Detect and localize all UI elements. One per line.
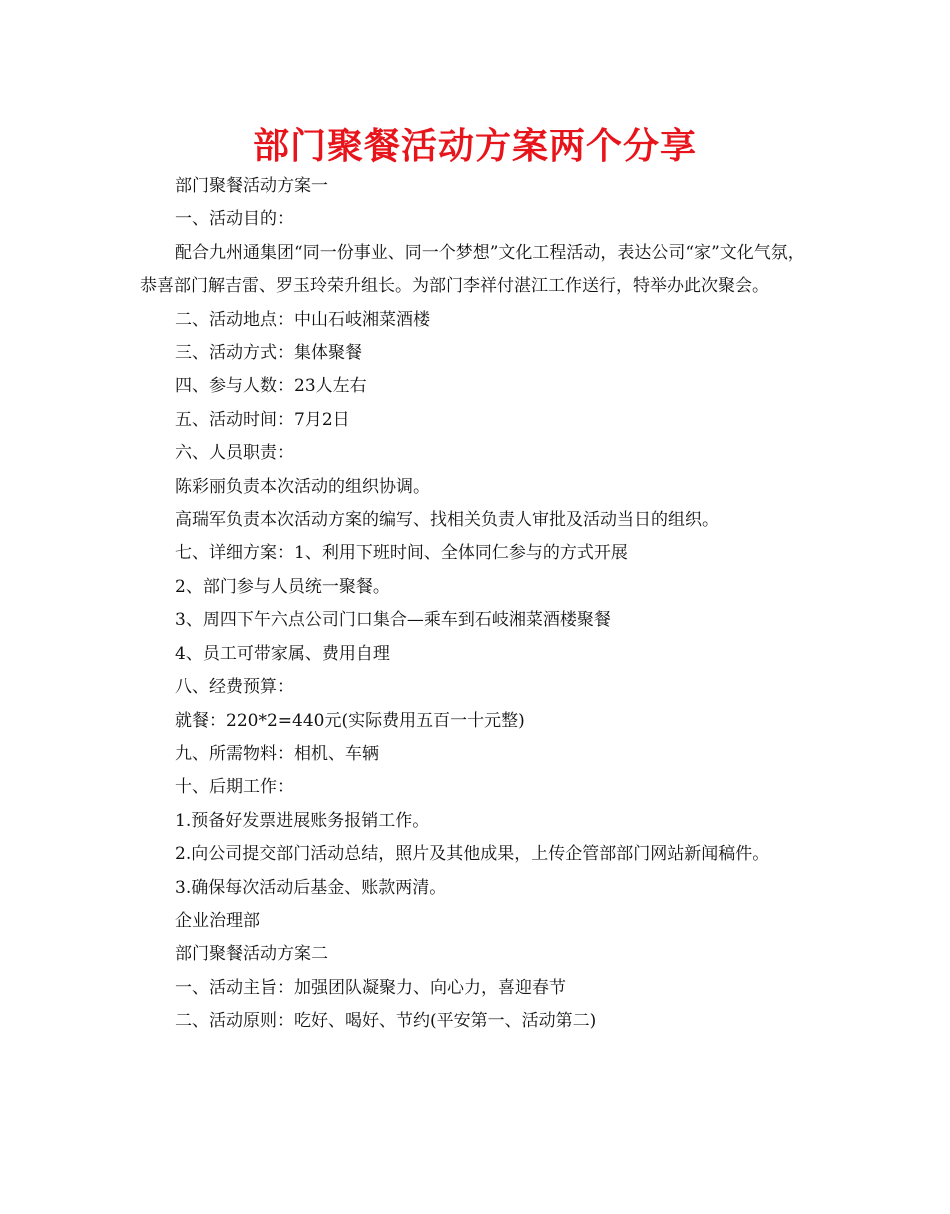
paragraph: 一、活动目的： <box>175 209 294 230</box>
paragraph: 一、活动主旨：加强团队凝聚力、向心力，喜迎春节 <box>175 977 566 998</box>
paragraph: 二、活动地点：中山石岐湘菜酒楼 <box>175 309 430 330</box>
paragraph: 3.确保每次活动后基金、账款两清。 <box>175 877 447 898</box>
paragraph: 企业治理部 <box>175 910 260 931</box>
paragraph: 部门聚餐活动方案一 <box>175 176 328 196</box>
paragraph: 七、详细方案：1、利用下班时间、全体同仁参与的方式开展 <box>175 543 628 564</box>
paragraph: 陈彩丽负责本次活动的组织协调。 <box>175 476 430 497</box>
paragraph: 高瑞军负责本次活动方案的编写、找相关负责人审批及活动当日的组织。 <box>175 510 719 531</box>
paragraph: 五、活动时间：7月2日 <box>175 409 350 430</box>
document-title: 部门聚餐活动方案两个分享 <box>252 126 697 167</box>
paragraph: 2.向公司提交部门活动总结，照片及其他成果，上传企管部部门网站新闻稿件。 <box>175 844 770 865</box>
paragraph: 4、员工可带家属、费用自理 <box>175 643 390 664</box>
paragraph: 部门聚餐活动方案二 <box>175 944 328 965</box>
paragraph: 2、部门参与人员统一聚餐。 <box>175 576 390 597</box>
paragraph: 十、后期工作： <box>175 777 294 798</box>
paragraph: 九、所需物料：相机、车辆 <box>175 743 379 764</box>
paragraph: 3、周四下午六点公司门口集合—乘车到石岐湘菜酒楼聚餐 <box>175 610 611 631</box>
paragraph: 就餐：220*2=440元(实际费用五百一十元整) <box>175 710 525 731</box>
document-body <box>140 170 815 1039</box>
paragraph: 三、活动方式：集体聚餐 <box>175 343 362 364</box>
paragraph: 二、活动原则：吃好、喝好、节约(平安第一、活动第二) <box>175 1011 597 1032</box>
paragraph: 四、参与人数：23人左右 <box>175 376 367 397</box>
paragraph: 配合九州通集团“同一份事业、同一个梦想”文化工程活动，表达公司“家”文化气氛，恭喜部门解吉雷、罗玉玲荣升组长。为部门李祥付湛江工作送行，特举办此次聚会。 <box>140 242 805 297</box>
paragraph: 六、人员职责： <box>175 443 294 464</box>
paragraph: 1.预备好发票进展账务报销工作。 <box>175 810 430 831</box>
paragraph: 八、经费预算： <box>175 677 294 698</box>
